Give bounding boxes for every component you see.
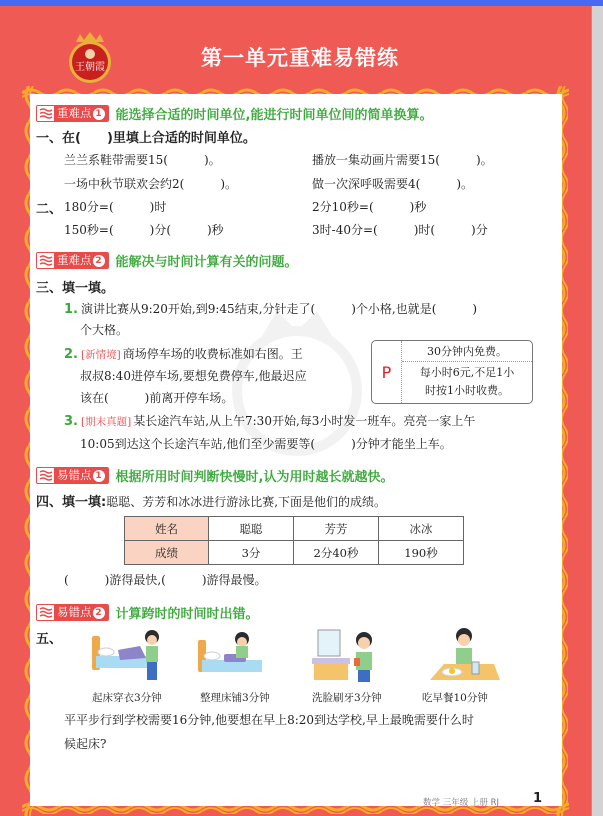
- wave-lines-icon: [37, 253, 54, 268]
- question-3-item-1-cont: 个大格。: [80, 323, 129, 337]
- caption-wash-brush: 洗脸刷牙3分钟: [312, 692, 382, 704]
- boy-brushing-teeth-illustration-icon: [310, 628, 388, 682]
- section-tag: 重难点 2: [36, 252, 109, 269]
- svg-text:王朝霞: 王朝霞: [75, 62, 105, 73]
- section-header-error-point-1: [36, 466, 393, 485]
- scrollbar[interactable]: [591, 6, 603, 816]
- publisher-logo-icon: [66, 30, 114, 86]
- section-description: 计算跨时的时间时出错。: [115, 607, 259, 622]
- question-1-item: 播放一集动画片需要15( )。: [312, 153, 493, 167]
- page-title: 第一单元重难易错练: [201, 46, 399, 70]
- question-5-text: 平平步行到学校需要16分钟,他要想在早上8:20到达学校,早上最晚需要什么时: [64, 713, 474, 727]
- question-5-heading: 五、: [36, 632, 63, 647]
- section-tag: 易错点 2: [36, 604, 109, 621]
- question-2-item: 3时-40分=( )时( )分: [312, 223, 488, 237]
- section-description: 根据所用时间判断快慢时,认为用时越长就越快。: [115, 470, 394, 485]
- swim-results-table: [124, 516, 464, 565]
- boy-making-bed-illustration-icon: [196, 628, 274, 682]
- section-header-error-point-2: [36, 603, 259, 622]
- final-exam-tag: [期末真题]: [80, 416, 132, 428]
- fee-rule-free: 30分钟内免费。: [402, 341, 532, 362]
- caption-breakfast: 吃早餐10分钟: [422, 692, 488, 704]
- caption-get-dressed: 起床穿衣3分钟: [92, 692, 162, 704]
- caption-make-bed: 整理床铺3分钟: [200, 692, 270, 704]
- table-row: 成绩 3分 2分40秒 190秒: [125, 541, 464, 565]
- question-1-heading: 一、在( )里填上合适的时间单位。: [36, 131, 256, 146]
- table-row: 姓名 聪聪 芳芳 冰冰: [125, 517, 464, 541]
- question-3-item-3-cont: 10:05到达这个长途汽车站,他们至少需要等( )分钟才能坐上车。: [80, 437, 452, 451]
- question-2-item: 180分=( )时: [64, 200, 167, 214]
- boy-dressing-bed-illustration-icon: [90, 628, 168, 682]
- question-3-item-2-cont: 该在( )前离开停车场。: [80, 391, 234, 405]
- question-5-text-cont: 候起床?: [64, 737, 107, 751]
- question-3-item-2: 2. [新情境] 商场停车场的收费标准如右图。王: [64, 347, 303, 362]
- fee-rule-hourly: 每小时6元,不足1小 时按1小时收费。: [419, 366, 515, 397]
- question-1-item: 做一次深呼吸需要4( )。: [312, 177, 473, 191]
- question-1-item: 兰兰系鞋带需要15( )。: [64, 153, 221, 167]
- new-context-tag: [新情境]: [80, 349, 121, 361]
- question-3-item-1: 1. 演讲比赛从9:20开始,到9:45结束,分针走了( )个小格,也就是( ): [64, 302, 478, 317]
- question-4-answer: ( )游得最快,( )游得最慢。: [64, 573, 267, 587]
- question-4-heading: 四、填一填:聪聪、芳芳和冰冰进行游泳比赛,下面是他们的成绩。: [36, 495, 387, 510]
- boy-eating-breakfast-illustration-icon: [424, 628, 502, 682]
- parking-icon: P: [372, 341, 402, 403]
- section-header-key-point-2: [36, 251, 298, 270]
- question-3-item-2-cont: 叔叔8:40进停车场,要想免费停车,他最迟应: [80, 369, 307, 383]
- parking-fee-box: [371, 340, 533, 404]
- book-info-footer: 数学 三年级 上册 RJ: [423, 798, 500, 808]
- question-2-heading: 二、: [36, 202, 63, 217]
- section-header-key-point-1: [36, 104, 432, 123]
- section-tag: 易错点 1: [36, 467, 109, 484]
- section-description: 能解决与时间计算有关的问题。: [115, 255, 298, 270]
- question-2-item: 2分10秒=( )秒: [312, 200, 427, 214]
- wave-lines-icon: [37, 106, 54, 121]
- question-2-item: 150秒=( )分( )秒: [64, 223, 224, 237]
- wave-lines-icon: [37, 468, 54, 483]
- wave-lines-icon: [37, 605, 54, 620]
- section-description: 能选择合适的时间单位,能进行时间单位间的简单换算。: [115, 108, 433, 123]
- question-1-item: 一场中秋节联欢会约2( )。: [64, 177, 237, 191]
- section-tag: 重难点 1: [36, 105, 109, 122]
- worksheet-page: [0, 6, 591, 816]
- page-number: 1: [533, 791, 543, 806]
- question-3-heading: 三、填一填。: [36, 281, 115, 296]
- question-3-item-3: 3. [期末真题] 某长途汽车站,从上午7:30开始,每3小时发一班车。亮亮一家上午: [64, 414, 476, 429]
